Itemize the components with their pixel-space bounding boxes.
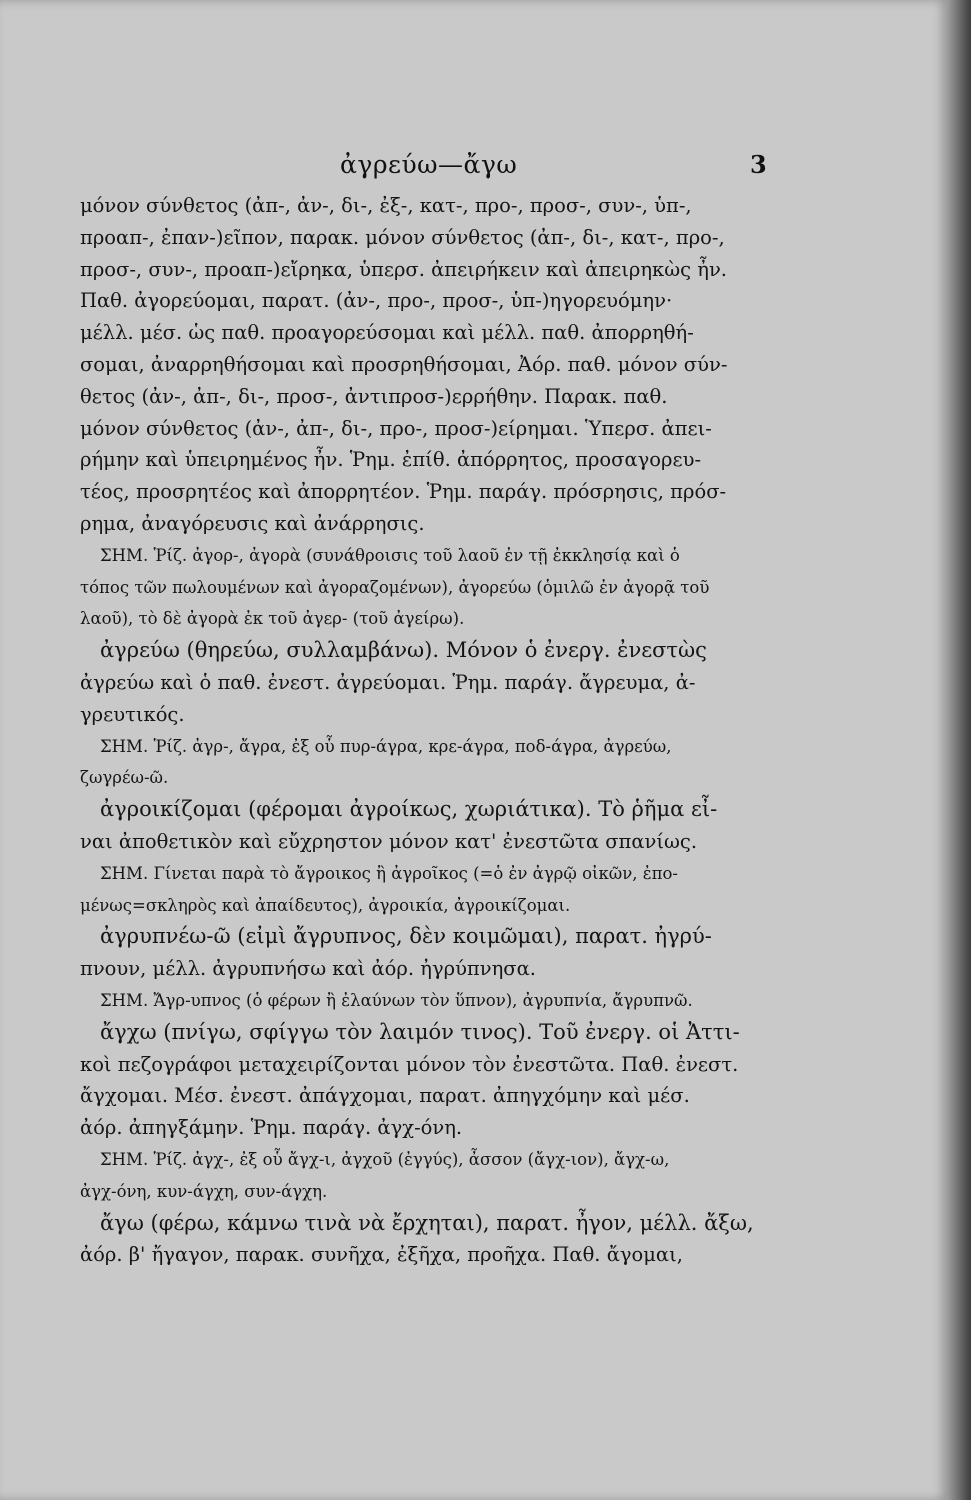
text-line: μόνον σύνθετος (ἀν-, ἀπ-, δι-, προ-, προσ-)είρημαι. Ὑπερσ. ἀπει- [80,416,712,440]
entry-headword-line: ἀγρεύω (θηρεύω, συλλαμβάνω). Μόνον ὁ ἐνεργ. ἐνεστὼς [100,638,707,663]
text-line: ἀόρ. β' ἤγαγον, παρακ. συνῆχα, ἐξῆχα, προῆχα. Παθ. ἄγομαι, [80,1243,683,1267]
text-line: ἀόρ. ἀπηγξάμην. Ῥημ. παράγ. ἀγχ-όνη. [80,1116,463,1140]
text-line: πνουν, μέλλ. ἀγρυπνήσω καὶ ἀόρ. ἠγρύπνησα. [80,957,536,981]
text-line: σομαι, ἀναρρηθήσομαι καὶ προσρηθήσομαι, Ἀόρ. παθ. μόνον σύν- [80,352,728,376]
entry-headword-line: ἀγροικίζομαι (φέρομαι ἀγροίκως, χωριάτικα). Τὸ ῥῆμα εἶ- [100,797,718,822]
text-line: Παθ. ἀγορεύομαι, παρατ. (ἀν-, προ-, προσ-, ὑπ-)ηγορευόμην· [80,289,673,313]
entry-headword-line: ἄγχω (πνίγω, σφίγγω τὸν λαιμόν τινος). Τοῦ ἐνεργ. οἱ Ἀττι- [100,1019,740,1044]
running-head: ἀγρεύω—ἄγω [340,150,518,179]
text-line: ρήμην καὶ ὑπειρημένος ἦν. Ῥημ. ἐπίθ. ἀπόρρητος, προσαγορευ- [80,448,702,472]
page-edge [948,0,971,1500]
text-line: τέος, προσρητέος καὶ ἀπορρητέον. Ῥημ. παράγ. πρόσρησις, πρόσ- [80,480,727,504]
text-line: ναι ἀποθετικὸν καὶ εὔχρηστον μόνον κατ' ἐνεστῶτα σπανίως. [80,829,698,853]
entry-headword-line: ἀγρυπνέω-ῶ (εἰμὶ ἄγρυπνος, δὲν κοιμῶμαι), παρατ. ἠγρύ- [100,924,712,949]
note-line: λαοῦ), τὸ δὲ ἀγορὰ ἐκ τοῦ ἀγερ- (τοῦ ἀγείρω). [80,609,465,629]
text-line: προαπ-, ἐπαν-)εῖπον, παρακ. μόνον σύνθετος (ἀπ-, δι-, κατ-, προ-, [80,225,725,249]
entry-headword-line: ἄγω (φέρω, κάμνω τινὰ νὰ ἔρχηται), παρατ. ἦγον, μέλλ. ἄξω, [100,1210,754,1235]
page-body [80,190,795,1271]
text-line: προσ-, συν-, προαπ-)εἴρηκα, ὑπερσ. ἀπειρήκειν καὶ ἀπειρηκὼς ἦν. [80,257,728,281]
text-line: ρημα, ἀναγόρευσις καὶ ἀνάρρησις. [80,511,425,535]
note-line: ἀγχ-όνη, κυν-άγχη, συν-άγχη. [80,1181,328,1201]
text-line: ἀγρεύω καὶ ὁ παθ. ἐνεστ. ἀγρεύομαι. Ῥημ. παράγ. ἄγρευμα, ἀ- [80,670,696,694]
text-line: κοὶ πεζογράφοι μεταχειρίζονται μόνον τὸν ἐνεστῶτα. Παθ. ἐνεστ. [80,1052,739,1076]
note-line: τόπος τῶν πωλουμένων καὶ ἀγοραζομένων), ἀγορεύω (ὁμιλῶ ἐν ἀγορᾷ τοῦ [80,577,710,597]
page-header [0,150,948,180]
text-line: γρευτικός. [80,702,185,726]
note-line: μένως=σκληρὸς καὶ ἀπαίδευτος), ἀγροικία, ἀγροικίζομαι. [80,895,571,915]
note-line: ΣΗΜ. Ῥίζ. ἀγρ-, ἄγρα, ἐξ οὗ πυρ-άγρα, κρε-άγρα, ποδ-άγρα, ἀγρεύω, [100,736,672,756]
note-line: ΣΗΜ. Γίνεται παρὰ τὸ ἄγροικος ἢ ἀγροῖκος (=ὁ ἐν ἀγρῷ οἰκῶν, ἐπο- [100,863,678,883]
text-line: μέλλ. μέσ. ὡς παθ. προαγορεύσομαι καὶ μέλλ. παθ. ἀπορρηθή- [80,321,694,345]
text-line: μόνον σύνθετος (ἀπ-, ἀν-, δι-, ἐξ-, κατ-, προ-, προσ-, συν-, ὑπ-, [80,194,692,217]
page-number: 3 [750,150,767,179]
note-line: ΣΗΜ. Ῥίζ. ἀγχ-, ἐξ οὗ ἄγχ-ι, ἀγχοῦ (ἐγγύς), ἆσσον (ἄγχ-ιον), ἄγχ-ω, [100,1149,670,1169]
note-line: ζωγρέω-ῶ. [80,768,169,788]
text-line: θετος (ἀν-, ἀπ-, δι-, προσ-, ἀντιπροσ-)ερρήθην. Παρακ. παθ. [80,384,668,408]
text-line: ἄγχομαι. Μέσ. ἐνεστ. ἀπάγχομαι, παρατ. ἀπηγχόμην καὶ μέσ. [80,1084,690,1108]
note-line: ΣΗΜ. Ῥίζ. ἀγορ-, ἀγορὰ (συνάθροισις τοῦ λαοῦ ἐν τῇ ἐκκλησίᾳ καὶ ὁ [100,545,680,565]
note-line: ΣΗΜ. Ἄγρ-υπνος (ὁ φέρων ἢ ἐλαύνων τὸν ὕπνον), ἀγρυπνία, ἄγρυπνῶ. [100,990,693,1010]
